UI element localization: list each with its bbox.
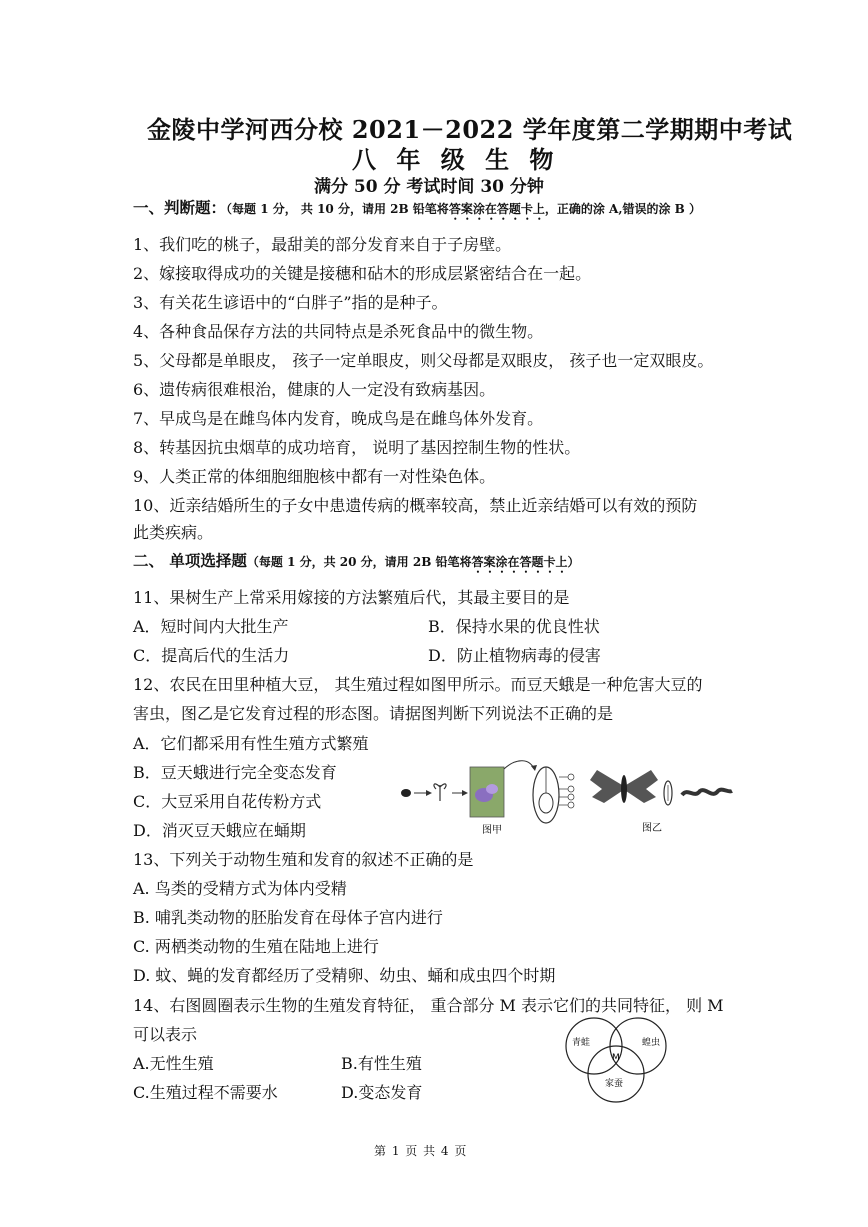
section1-heading: 一、判断题： <box>133 198 227 217</box>
section1-note-b: 答案涂在答题卡上 <box>448 202 545 216</box>
tf-item-1: 1、我们吃的桃子，最甜美的部分发育来自于子房壁。 <box>133 235 512 254</box>
exam-subject: 八 年 级 生 物 <box>352 145 560 174</box>
q14-option-b: B.有性生殖 <box>341 1054 422 1073</box>
venn-label-left: 青蛙 <box>572 1038 591 1048</box>
q11-option-b: B．保持水果的优良性状 <box>428 617 600 636</box>
section1-heading-line <box>133 196 701 223</box>
q14-option-c: C.生殖过程不需要水 <box>133 1083 278 1102</box>
venn-label-bottom: 家蚕 <box>605 1079 624 1089</box>
q11-option-a: A．短时间内大批生产 <box>133 617 289 636</box>
q11-option-d: D．防止植物病毒的侵害 <box>428 646 601 665</box>
q14-stem-1: 14、右图圆圈表示生物的生殖发育特征， 重合部分 M 表示它们的共同特征， 则 M <box>133 996 724 1015</box>
tf-item-10: 10、近亲结婚所生的子女中患遗传病的概率较高，禁止近亲结婚可以有效的预防 <box>133 496 698 515</box>
q13-option-b: B. 哺乳类动物的胚胎发育在母体子宫内进行 <box>133 908 443 927</box>
q14-stem-2: 可以表示 <box>133 1025 198 1044</box>
exam-meta: 满分 50 分 考试时间 30 分钟 <box>314 177 544 197</box>
figure-b-label: 图乙 <box>642 823 662 834</box>
q11-stem: 11、果树生产上常采用嫁接的方法繁殖后代，其最主要目的是 <box>133 588 570 607</box>
q12-option-d: D．消灭豆天蛾应在蛹期 <box>133 821 306 840</box>
venn-label-center: M <box>612 1053 620 1063</box>
section1-note-a: （每题 1 分， 共 10 分，请用 2B 铅笔将 <box>226 202 449 216</box>
tf-item-10-cont: 此类疾病。 <box>133 523 214 542</box>
exam-title: 金陵中学河西分校 2021－2022 学年度第二学期期中考试 <box>147 115 793 144</box>
q12-option-a: A．它们都采用有性生殖方式繁殖 <box>133 734 369 753</box>
tf-item-5: 5、父母都是单眼皮， 孩子一定单眼皮，则父母都是双眼皮， 孩子也一定双眼皮。 <box>133 351 714 370</box>
q12-option-c: C．大豆采用自花传粉方式 <box>133 792 322 811</box>
q12-option-b: B．豆天蛾进行完全变态发育 <box>133 763 337 782</box>
tf-item-4: 4、各种食品保存方法的共同特点是杀死食品中的微生物。 <box>133 322 544 341</box>
q13-option-d: D. 蚊、蝇的发育都经历了受精卵、幼虫、蛹和成虫四个时期 <box>133 966 556 985</box>
moth-lifecycle-illustration <box>590 770 732 805</box>
q12-stem-2: 害虫，图乙是它发育过程的形态图。请据图判断下列说法不正确的是 <box>133 704 614 723</box>
tf-item-8: 8、转基因抗虫烟草的成功培育， 说明了基因控制生物的性状。 <box>133 438 581 457</box>
figure-a-label: 图甲 <box>482 825 502 836</box>
section2-note-b: 答案涂在答题卡上 <box>471 555 568 569</box>
section2-heading-line <box>133 549 580 576</box>
section2-note-a: （每题 1 分，共 20 分，请用 2B 铅笔将 <box>246 555 472 569</box>
q12-stem-1: 12、农民在田里种植大豆， 其生殖过程如图甲所示。而豆天蛾是一种危害大豆的 <box>133 675 703 694</box>
tf-item-9: 9、人类正常的体细胞细胞核中都有一对性染色体。 <box>133 467 496 486</box>
q13-option-c: C. 两栖类动物的生殖在陆地上进行 <box>133 937 379 956</box>
section2-note-c: ） <box>567 555 580 569</box>
q13-stem: 13、下列关于动物生殖和发育的叙述不正确的是 <box>133 850 474 869</box>
section1-note-c: ，正确的涂 A,错误的涂 B ） <box>544 202 701 216</box>
tf-item-2: 2、嫁接取得成功的关键是接穗和砧木的形成层紧密结合在一起。 <box>133 264 592 283</box>
q11-option-c: C．提高后代的生活力 <box>133 646 290 665</box>
venn-diagram <box>552 1014 682 1104</box>
page-footer: 第 1 页 共 4 页 <box>374 1144 468 1158</box>
q14-option-d: D.变态发育 <box>341 1083 423 1102</box>
tf-item-7: 7、早成鸟是在雌鸟体内发育，晚成鸟是在雌鸟体外发育。 <box>133 409 544 428</box>
venn-label-right: 蝗虫 <box>642 1038 661 1048</box>
q14-option-a: A.无性生殖 <box>133 1054 214 1073</box>
tf-item-3: 3、有关花生谚语中的“白胖子”指的是种子。 <box>133 293 448 312</box>
tf-item-6: 6、遗传病很难根治，健康的人一定没有致病基因。 <box>133 380 496 399</box>
q13-option-a: A. 鸟类的受精方式为体内受精 <box>133 879 347 898</box>
soybean-lifecycle-illustration <box>401 761 574 823</box>
q12-figure <box>392 755 737 837</box>
section2-heading: 二、 单项选择题 <box>133 551 247 570</box>
